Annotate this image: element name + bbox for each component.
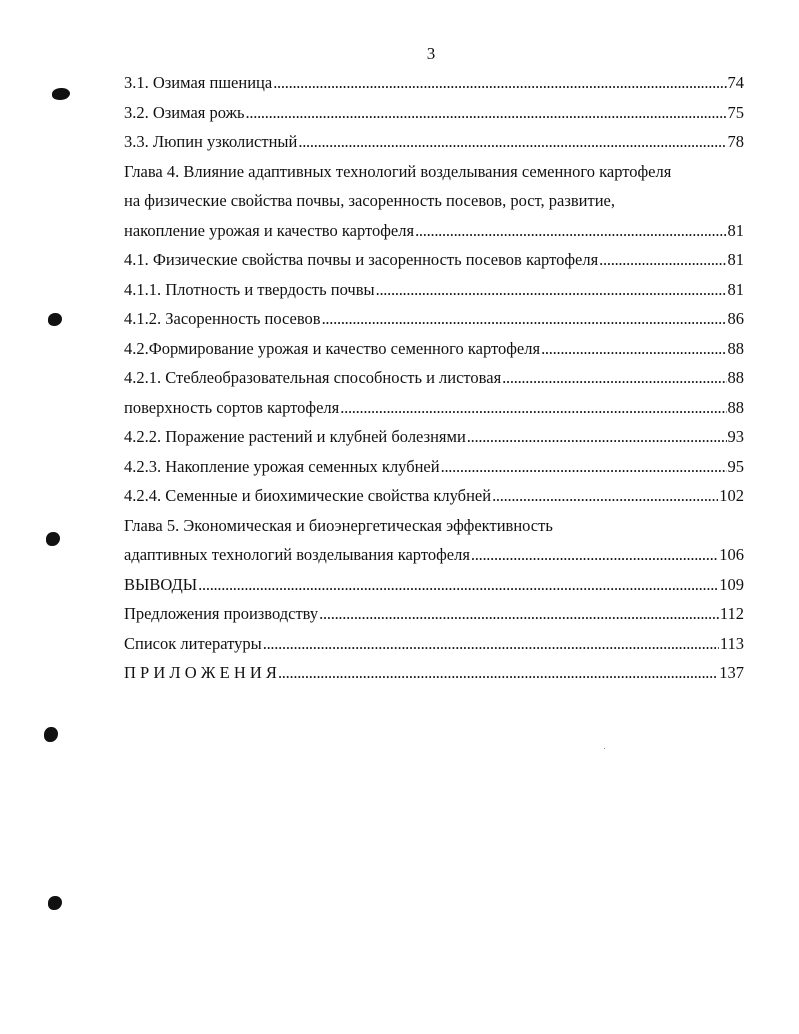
toc-entry-title: 4.2.4. Семенные и биохимические свойства клубней — [124, 486, 492, 505]
dot-leader — [298, 127, 726, 157]
toc-entry-page: 81 — [727, 250, 744, 269]
toc-entry-title: ВЫВОДЫ — [124, 574, 198, 594]
toc-entry — [124, 393, 744, 423]
toc-entry — [124, 570, 744, 600]
dot-leader — [198, 570, 718, 600]
toc-entry-title: адаптивных технологий возделывания картофеля — [124, 545, 470, 564]
toc-entry-title: 4.1. Физические свойства почвы и засоренность посевов картофеля — [124, 250, 599, 269]
dot-leader — [415, 216, 726, 246]
toc-entry-page: 75 — [727, 102, 744, 122]
toc-entry — [124, 540, 744, 570]
dot-leader — [467, 422, 727, 452]
dot-leader — [502, 363, 726, 393]
toc-entry — [124, 629, 744, 659]
toc-entry — [124, 275, 744, 305]
toc-entry-page: 88 — [727, 368, 744, 387]
toc-entry — [124, 422, 744, 452]
toc-entry-page: 93 — [727, 427, 744, 446]
toc-entry-page: 112 — [719, 604, 744, 623]
dot-leader — [278, 658, 718, 688]
toc-entry-page: 106 — [719, 545, 744, 564]
dot-leader — [319, 599, 719, 629]
dot-leader — [246, 98, 727, 128]
toc-entry-title: Глава 5. Экономическая и биоэнергетическая эффективность — [124, 515, 553, 535]
toc-entry-page: 78 — [727, 132, 744, 151]
toc-entry — [124, 481, 744, 511]
toc-entry — [124, 216, 744, 246]
toc-entry-title: поверхность сортов картофеля — [124, 397, 340, 417]
toc-entry — [124, 511, 744, 541]
toc-entry-title: 4.1.1. Плотность и твердость почвы — [124, 279, 375, 299]
punch-hole-mark — [44, 727, 58, 742]
punch-hole-mark — [48, 313, 62, 326]
dot-leader — [441, 452, 727, 482]
toc-entry-page: 88 — [727, 397, 744, 417]
toc-entry — [124, 68, 744, 98]
toc-entry-page: 109 — [719, 574, 744, 594]
punch-hole-mark — [48, 896, 62, 910]
toc-entry — [124, 245, 744, 275]
toc-entry-title: 3.2. Озимая рожь — [124, 102, 245, 122]
punch-hole-mark — [46, 532, 60, 546]
toc-entry — [124, 334, 744, 364]
toc-entry — [124, 304, 744, 334]
toc-entry — [124, 186, 744, 216]
toc-entry-title: 3.3. Люпин узколистный — [124, 132, 298, 151]
toc-entry-title: 4.2.3. Накопление урожая семенных клубней — [124, 456, 440, 476]
toc-entry-page: 95 — [727, 456, 744, 476]
toc-entry — [124, 658, 744, 688]
toc-entry-title: Глава 4. Влияние адаптивных технологий возделывания семенного картофеля — [124, 161, 672, 181]
toc-entry — [124, 599, 744, 629]
dot-leader — [263, 629, 719, 659]
toc-entry-page: 113 — [719, 633, 744, 653]
toc-entry — [124, 98, 744, 128]
scan-speck — [604, 748, 605, 749]
toc-entry-title: Список литературы — [124, 633, 262, 653]
toc-entry-page: 81 — [727, 279, 744, 299]
toc-entry — [124, 452, 744, 482]
dot-leader — [340, 393, 726, 423]
table-of-contents — [124, 68, 744, 688]
toc-entry-title: 3.1. Озимая пшеница — [124, 73, 273, 92]
toc-entry — [124, 127, 744, 157]
toc-entry-page: 102 — [719, 486, 744, 505]
dot-leader — [599, 245, 726, 275]
toc-entry — [124, 363, 744, 393]
toc-entry-title: П Р И Л О Ж Е Н И Я — [124, 663, 277, 682]
toc-entry — [124, 157, 744, 187]
toc-entry-title: накопление урожая и качество картофеля — [124, 220, 415, 240]
toc-entry-title: 4.1.2. Засоренность посевов — [124, 309, 321, 328]
toc-entry-page: 74 — [727, 73, 744, 92]
dot-leader — [322, 304, 727, 334]
dot-leader — [376, 275, 727, 305]
toc-entry-page: 86 — [727, 309, 744, 328]
dot-leader — [471, 540, 718, 570]
punch-hole-mark — [52, 88, 70, 100]
toc-entry-page: 88 — [727, 338, 744, 358]
dot-leader — [541, 334, 726, 364]
dot-leader — [273, 68, 726, 98]
dot-leader — [492, 481, 718, 511]
toc-entry-page: 81 — [727, 220, 744, 240]
toc-entry-title: 4.2.2. Поражение растений и клубней болезнями — [124, 427, 466, 446]
toc-entry-title: 4.2.1. Стеблеобразовательная способность и листовая — [124, 368, 502, 387]
toc-entry-title: на физические свойства почвы, засоренность посевов, рост, развитие, — [124, 191, 615, 210]
toc-entry-title: Предложения производству — [124, 604, 319, 623]
toc-entry-page: 137 — [719, 663, 744, 682]
page-number: 3 — [426, 44, 436, 63]
toc-entry-title: 4.2.Формирование урожая и качество семенного картофеля — [124, 338, 541, 358]
